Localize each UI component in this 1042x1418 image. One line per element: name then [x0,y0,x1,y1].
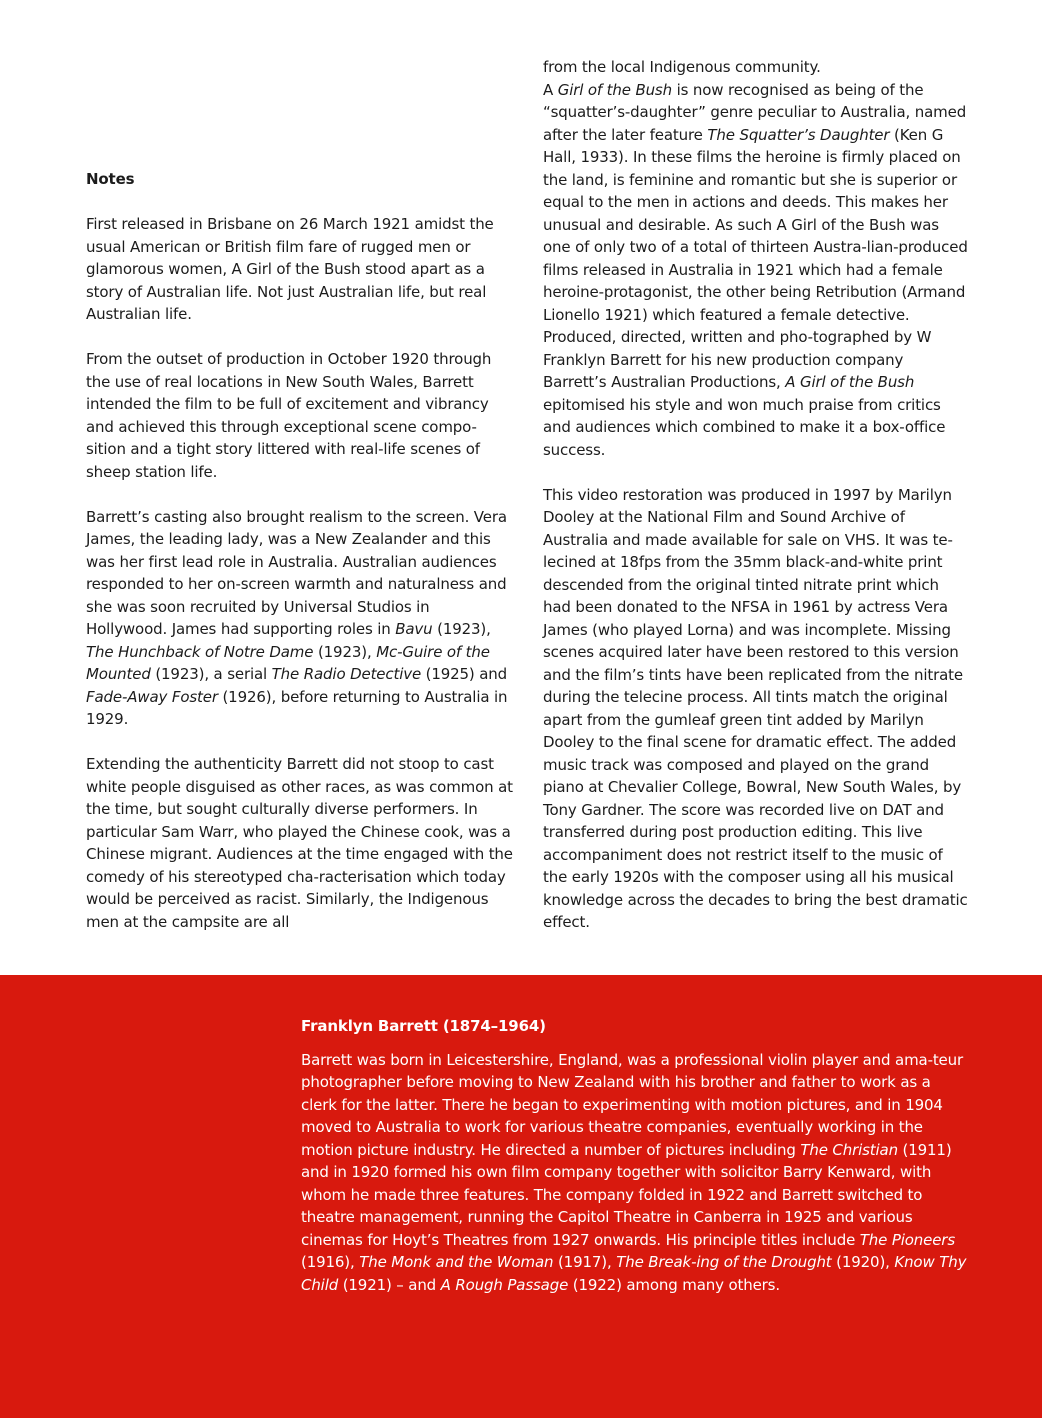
text-segment: First released in Brisbane on 26 March 1921 amidst the usual American or British film fare of rugged men or glamorous women, A Girl of the Bush stood apart as a story of Australian life. Not just Australian life, but real Australian life. [86,215,494,323]
notes-heading: Notes [86,170,135,188]
italic-title-text: The Monk and the Woman [359,1253,554,1271]
italic-title-text: The Christian [800,1140,898,1159]
text-segment: From the outset of production in October 1920 through the use of real locations in New South Wales, Barrett intended the film to be full of excitement and vibrancy and achieved this through exceptional scene compo-sition and a tight story littered with real-life scenes of sheep station life. [86,350,492,481]
text-segment: Barrett was born in Leicestershire, England, was a professional violin player and ama-teur photographer before moving to New Zealand with his brother and father to work as a clerk for the latter. There he began to experimenting with motion pictures, and in 1904 moved to Australia to work for various theatre companies, eventually working in the motion picture industry. He directed a number of pictures including [301,1050,964,1159]
text-segment: This video restoration was produced in 1997 by Marilyn Dooley at the National Film and Sound Archive of Australia and made available for sale on VHS. It was te-lecined at 18fps from the 35mm black-and-white print descended from the original tinted nitrate print which had been donated to the NFSA in 1961 by actress Vera James (who played Lorna) and was incomplete. Missing scenes acquired later have been restored to this version and the film’s tints have been replicated from the nitrate during the telecine process. All tints match the original apart from the gumleaf green tint added by Marilyn Dooley to the final scene for dramatic effect. The added music track was composed and played on the grand piano at Chevalier College, Bowral, New South Wales, by Tony Gardner. The score was recorded live on DAT and transferred during post production editing. This live accompaniment does not restrict itself to the music of the early 1920s with the composer using all his musical knowledge across the decades to bring the best dramatic effect. [543,485,968,931]
italic-title-text: The Radio Detective [271,665,422,683]
biography-panel [0,975,1042,1418]
text-segment: (1923), [313,642,377,661]
paragraph [543,56,971,461]
italic-title-text: Know Thy Child [301,1253,967,1294]
italic-title-text: The Hunchback of Notre Dame [86,642,314,661]
paragraph [86,753,514,933]
notes-right-body [543,56,971,934]
italic-title-text: The Squatter’s Daughter [707,125,890,144]
italic-title-text: The Break-ing of the Drought [616,1253,832,1271]
text-segment: (1925) and [421,665,508,683]
italic-title-text: Mc-Guire of the Mounted [86,642,490,683]
italic-title-text: Girl of the Bush [557,80,672,99]
notes-left-body [86,213,514,933]
italic-title-text: Fade-Away Foster [86,687,218,706]
paragraph [86,506,514,731]
notes-right-column [543,56,971,934]
paragraph [543,484,971,934]
text-segment: (1923), a serial [150,665,272,683]
text-segment: from the local Indigenous community. [543,58,821,76]
italic-title-text: Bavu [395,620,433,638]
text-segment: (1921) – and [338,1275,441,1294]
paragraph [86,213,514,326]
italic-title-text: A Rough Passage [440,1275,569,1294]
text-segment: (1920), [831,1253,895,1271]
text-segment: Extending the authenticity Barrett did not stoop to cast white people disguised as other races, as was common at the time, but sought culturally diverse performers. In particular Sam Warr, who played the Chinese cook, was a Chinese migrant. Audiences at the time engaged with the comedy of his stereotyped cha-racterisation which today would be perceived as racist. Similarly, the Indigenous men at the campsite are all [86,755,513,931]
text-segment: A [543,80,558,99]
text-segment: (1922) among many others. [568,1275,780,1294]
text-segment: (1911) and in 1920 formed his own film company together with solicitor Barry Kenward, with whom he made three features. The company folded in 1922 and Barrett switched to theatre management, running the Capitol Theatre in Canberra in 1925 and various cinemas for Hoyt’s Theatres from 1927 onwards. His principle titles include [301,1140,952,1249]
italic-title-text: The Pioneers [859,1230,955,1249]
text-segment: (Ken G Hall, 1933). In these films the heroine is firmly placed on the land, is feminine and romantic but she is superior or equal to the men in actions and deeds. This makes her unusual and desirable. As such A Girl of the Bush was one of only two of a total of thirteen Austra-lian-produced films released in Australia in 1921 which had a female heroine-protagonist, the other being Retribution (Armand Lionello 1921) which featured a female detective. Produced, directed, written and pho-tographed by W Franklyn Barrett for his new production company Barrett’s Australian Productions, [543,125,968,391]
notes-left-column [86,168,514,933]
biography-paragraph [301,1049,969,1297]
italic-title-text: A Girl of the Bush [785,373,915,391]
biography-heading: Franklyn Barrett (1874–1964) [301,1017,546,1035]
text-segment: Barrett’s casting also brought realism to the screen. Vera James, the leading lady, was a New Zealander and this was her first lead role in Australia. Australian audiences responded to her on-screen warmth and naturalness and she was soon recruited by Universal Studios in Hollywood. James had supporting roles in [86,507,507,638]
text-segment: (1917), [553,1253,617,1271]
paragraph [86,348,514,483]
biography-text [301,1015,969,1296]
text-segment: is now recognised as being of the “squatter’s-daughter” genre peculiar to Australia, named after the later feature [543,80,967,144]
text-segment: epitomised his style and won much praise from critics and audiences which combined to make it a box-office success. [543,395,946,459]
text-segment: (1923), [432,620,491,638]
text-segment: (1926), before returning to Australia in 1929. [86,687,508,728]
text-segment: (1916), [301,1253,360,1271]
